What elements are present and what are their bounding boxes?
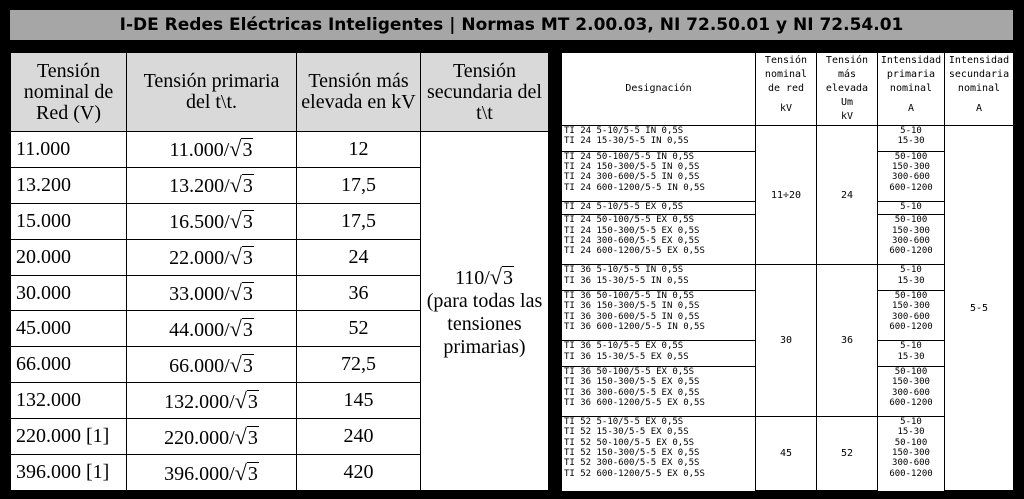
intensidad-line: 600-1200 <box>889 322 933 333</box>
cell-tension-elevada: 240 <box>297 419 421 455</box>
cell-designacion <box>562 126 756 152</box>
cell-designacion <box>562 416 756 490</box>
cell-intensidad-primaria <box>878 126 945 152</box>
voltage-transformer-table <box>10 52 549 491</box>
table-row <box>562 126 1014 152</box>
header-label: Intensidad secundaria nominal <box>948 55 1010 94</box>
sqrt-radicand: 3 <box>502 266 513 289</box>
intensidad-line: 50-100 <box>894 151 928 162</box>
sqrt-symbol: √3 <box>234 387 258 413</box>
header-label: Tensión más elevada Um <box>825 55 869 108</box>
cell-tension-nominal: 132.000 <box>11 383 127 419</box>
designacion-line: TI 24 600-1200/5-5 EX 0,5S <box>564 246 705 257</box>
designacion-line: TI 36 15-30/5-5 IN 0,5S <box>564 275 689 286</box>
intensidad-line: 300-600 <box>892 235 930 246</box>
designacion-line: TI 36 50-100/5-5 EX 0,5S <box>564 366 695 377</box>
cell-intensidad-primaria <box>878 151 945 201</box>
intensidad-line: 5-10 <box>900 126 922 136</box>
cell-tension-primaria <box>127 311 297 347</box>
cell-tension-mas-elevada: 36 <box>817 265 878 417</box>
designacion-line: TI 52 15-30/5-5 EX 0,5S <box>564 427 689 438</box>
sqrt-symbol: √3 <box>229 172 253 198</box>
designacion-line: TI 36 50-100/5-5 IN 0,5S <box>564 291 695 302</box>
intensidad-line: 5-10 <box>900 265 922 276</box>
designacion-line: TI 36 150-300/5-5 IN 0,5S <box>564 301 700 312</box>
cell-tension-primaria <box>127 383 297 419</box>
header-tension-mas-elevada <box>817 53 878 126</box>
intensidad-line: 50-100 <box>894 215 928 226</box>
designacion-line: TI 24 600-1200/5-5 IN 0,5S <box>564 182 705 193</box>
cell-tension-elevada: 24 <box>297 239 421 275</box>
designacion-line: TI 24 50-100/5-5 IN 0,5S <box>564 151 695 162</box>
cell-designacion <box>562 341 756 367</box>
designacion-line: TI 24 150-300/5-5 IN 0,5S <box>564 162 700 172</box>
sqrt-symbol: √3 <box>489 263 513 289</box>
header-unit: kV <box>779 103 793 114</box>
intensidad-line: 50-100 <box>894 291 928 302</box>
cell-tension-primaria <box>127 167 297 203</box>
sqrt-radicand: 3 <box>242 175 253 198</box>
cell-tension-elevada: 36 <box>297 275 421 311</box>
cell-tension-nominal: 220.000 [1] <box>11 419 127 455</box>
cell-designacion <box>562 215 756 265</box>
cell-tension-nominal: 20.000 <box>11 239 127 275</box>
primaria-value: 66.000/ <box>169 354 230 377</box>
designacion-line: TI 52 5-10/5-5 EX 0,5S <box>564 416 684 427</box>
primaria-value: 13.200/ <box>169 175 230 198</box>
intensidad-line: 300-600 <box>892 458 930 469</box>
designacion-line: TI 36 5-10/5-5 IN 0,5S <box>564 265 684 276</box>
sqrt-symbol: √3 <box>229 351 253 377</box>
intensidad-line: 5-10 <box>900 341 922 352</box>
sqrt-symbol: √3 <box>229 315 253 341</box>
cell-designacion <box>562 366 756 416</box>
cell-tension-secundaria <box>421 132 549 491</box>
cell-tension-primaria <box>127 203 297 239</box>
sqrt-symbol: √3 <box>229 208 253 234</box>
cell-intensidad-primaria <box>878 341 945 367</box>
intensidad-line: 5-10 <box>900 416 922 427</box>
table-row <box>11 132 549 168</box>
sqrt-symbol: √3 <box>234 423 258 449</box>
cell-intensidad-primaria <box>878 416 945 490</box>
cell-tension-nominal: 396.000 [1] <box>11 455 127 491</box>
primaria-value: 11.000/ <box>169 139 230 162</box>
designacion-line: TI 52 50-100/5-5 EX 0,5S <box>564 437 695 448</box>
cell-tension-elevada: 12 <box>297 132 421 168</box>
designacion-line: TI 24 5-10/5-5 IN 0,5S <box>564 126 684 136</box>
intensidad-line: 50-100 <box>894 366 928 377</box>
cell-designacion <box>562 151 756 201</box>
sqrt-radicand: 3 <box>242 354 253 377</box>
cell-designacion <box>562 265 756 291</box>
primaria-value: 132.000/ <box>164 390 235 413</box>
header-designacion: Designación <box>562 53 756 126</box>
designacion-line: TI 52 600-1200/5-5 EX 0,5S <box>564 468 705 479</box>
sqrt-symbol: √3 <box>229 280 253 305</box>
header-unit: kV <box>840 111 854 122</box>
designacion-line: TI 24 5-10/5-5 EX 0,5S <box>564 201 684 212</box>
sqrt-radicand: 3 <box>242 211 253 234</box>
intensidad-line: 300-600 <box>892 311 930 322</box>
header-tension-elevada: Tensión más elevada en kV <box>297 53 421 132</box>
cell-tension-nominal: 66.000 <box>11 347 127 383</box>
cell-tension-elevada: 145 <box>297 383 421 419</box>
designacion-line: TI 24 150-300/5-5 EX 0,5S <box>564 225 700 236</box>
secundaria-value: 110/ <box>455 266 490 289</box>
primaria-value: 220.000/ <box>164 426 235 449</box>
cell-tension-primaria <box>127 347 297 383</box>
intensidad-line: 150-300 <box>892 447 930 458</box>
intensidad-line: 15-30 <box>897 427 925 438</box>
cell-tension-nominal: 45.000 <box>11 311 127 347</box>
designacion-line: TI 36 600-1200/5-5 IN 0,5S <box>564 322 705 333</box>
intensidad-line: 50-100 <box>894 437 928 448</box>
designacion-line: TI 52 150-300/5-5 EX 0,5S <box>564 447 700 458</box>
cell-tension-elevada: 17,5 <box>297 203 421 239</box>
cell-intensidad-primaria <box>878 215 945 265</box>
cell-tension-nominal-red: 30 <box>756 265 817 417</box>
cell-tension-primaria <box>127 275 297 311</box>
cell-tension-nominal-red: 45 <box>756 416 817 490</box>
sqrt-radicand: 3 <box>247 462 258 485</box>
designacion-line: TI 36 300-600/5-5 IN 0,5S <box>564 311 700 322</box>
primaria-value: 396.000/ <box>164 462 235 485</box>
sqrt-symbol: √3 <box>234 459 258 485</box>
cell-tension-primaria <box>127 132 297 168</box>
designacion-line: TI 36 600-1200/5-5 EX 0,5S <box>564 397 705 408</box>
cell-tension-primaria <box>127 455 297 491</box>
sqrt-radicand: 3 <box>242 139 253 162</box>
primaria-value: 22.000/ <box>169 247 230 270</box>
cell-tension-elevada: 52 <box>297 311 421 347</box>
intensidad-line: 600-1200 <box>889 246 933 257</box>
cell-tension-primaria <box>127 419 297 455</box>
primaria-value: 16.500/ <box>169 211 230 234</box>
intensidad-line: 300-600 <box>892 387 930 398</box>
sqrt-radicand: 3 <box>242 318 253 341</box>
designacion-line: TI 24 50-100/5-5 EX 0,5S <box>564 215 695 226</box>
designacion-line: TI 24 15-30/5-5 IN 0,5S <box>564 136 689 147</box>
sqrt-radicand: 3 <box>242 283 253 305</box>
intensidad-line: 600-1200 <box>889 182 933 193</box>
document-title-banner: I-DE Redes Eléctricas Inteligentes | Normas MT 2.00.03, NI 72.50.01 y NI 72.54.01 <box>10 10 1013 40</box>
cell-tension-nominal: 15.000 <box>11 203 127 239</box>
header-tension-nominal: Tensión nominal de Red (V) <box>11 53 127 132</box>
designacion-line: TI 36 150-300/5-5 EX 0,5S <box>564 377 700 388</box>
designacion-line: TI 24 300-600/5-5 EX 0,5S <box>564 235 700 246</box>
header-label: Intensidad primaria nominal <box>880 55 942 94</box>
primaria-value: 44.000/ <box>169 318 230 341</box>
primaria-value: 33.000/ <box>169 283 230 305</box>
intensidad-line: 15-30 <box>897 275 925 286</box>
cell-intensidad-primaria <box>878 366 945 416</box>
secundaria-note: (para todas las tensiones primarias) <box>426 289 543 358</box>
sqrt-radicand: 3 <box>247 426 258 449</box>
cell-tension-mas-elevada: 52 <box>817 416 878 490</box>
sqrt-radicand: 3 <box>242 247 253 270</box>
cell-tension-nominal: 13.200 <box>11 167 127 203</box>
intensidad-line: 150-300 <box>892 162 930 172</box>
sqrt-symbol: √3 <box>229 244 253 270</box>
intensidad-line: 15-30 <box>897 136 925 147</box>
header-unit: A <box>907 103 915 114</box>
cell-tension-nominal-red: 11÷20 <box>756 126 817 265</box>
cell-tension-nominal: 11.000 <box>11 132 127 168</box>
header-tension-primaria: Tensión primaria del t\t. <box>127 53 297 132</box>
intensidad-line: 15-30 <box>897 351 925 362</box>
cell-intensidad-primaria <box>878 291 945 341</box>
intensidad-line: 5-10 <box>900 201 922 212</box>
header-tension-secundaria: Tensión secundaria del t\t <box>421 53 549 132</box>
sqrt-symbol: √3 <box>229 136 253 162</box>
designacion-line: TI 36 5-10/5-5 EX 0,5S <box>564 341 684 352</box>
header-tension-nominal-red <box>756 53 817 126</box>
intensidad-line: 150-300 <box>892 301 930 312</box>
cell-intensidad-primaria <box>878 201 945 214</box>
header-label: Tensión nominal de red <box>764 55 808 94</box>
intensidad-line: 600-1200 <box>889 397 933 408</box>
header-intensidad-secundaria <box>945 53 1014 126</box>
header-unit: A <box>975 103 983 114</box>
intensidad-line: 600-1200 <box>889 468 933 479</box>
cell-tension-elevada: 72,5 <box>297 347 421 383</box>
designacion-line: TI 36 300-600/5-5 EX 0,5S <box>564 387 700 398</box>
cell-tension-mas-elevada: 24 <box>817 126 878 265</box>
cell-tension-elevada: 17,5 <box>297 167 421 203</box>
cell-intensidad-secundaria: 5-5 <box>945 126 1014 491</box>
header-intensidad-primaria <box>878 53 945 126</box>
intensidad-line: 150-300 <box>892 225 930 236</box>
cell-tension-nominal: 30.000 <box>11 275 127 311</box>
cell-tension-elevada: 420 <box>297 455 421 491</box>
designacion-line: TI 52 300-600/5-5 EX 0,5S <box>564 458 700 469</box>
intensidad-line: 300-600 <box>892 172 930 183</box>
cell-intensidad-primaria <box>878 265 945 291</box>
designacion-line: TI 24 300-600/5-5 IN 0,5S <box>564 172 700 183</box>
cell-designacion <box>562 201 756 214</box>
cell-designacion <box>562 291 756 341</box>
designacion-line: TI 36 15-30/5-5 EX 0,5S <box>564 351 689 362</box>
sqrt-radicand: 3 <box>247 390 258 413</box>
current-transformer-table <box>561 52 1014 491</box>
intensidad-line: 150-300 <box>892 377 930 388</box>
cell-tension-primaria <box>127 239 297 275</box>
